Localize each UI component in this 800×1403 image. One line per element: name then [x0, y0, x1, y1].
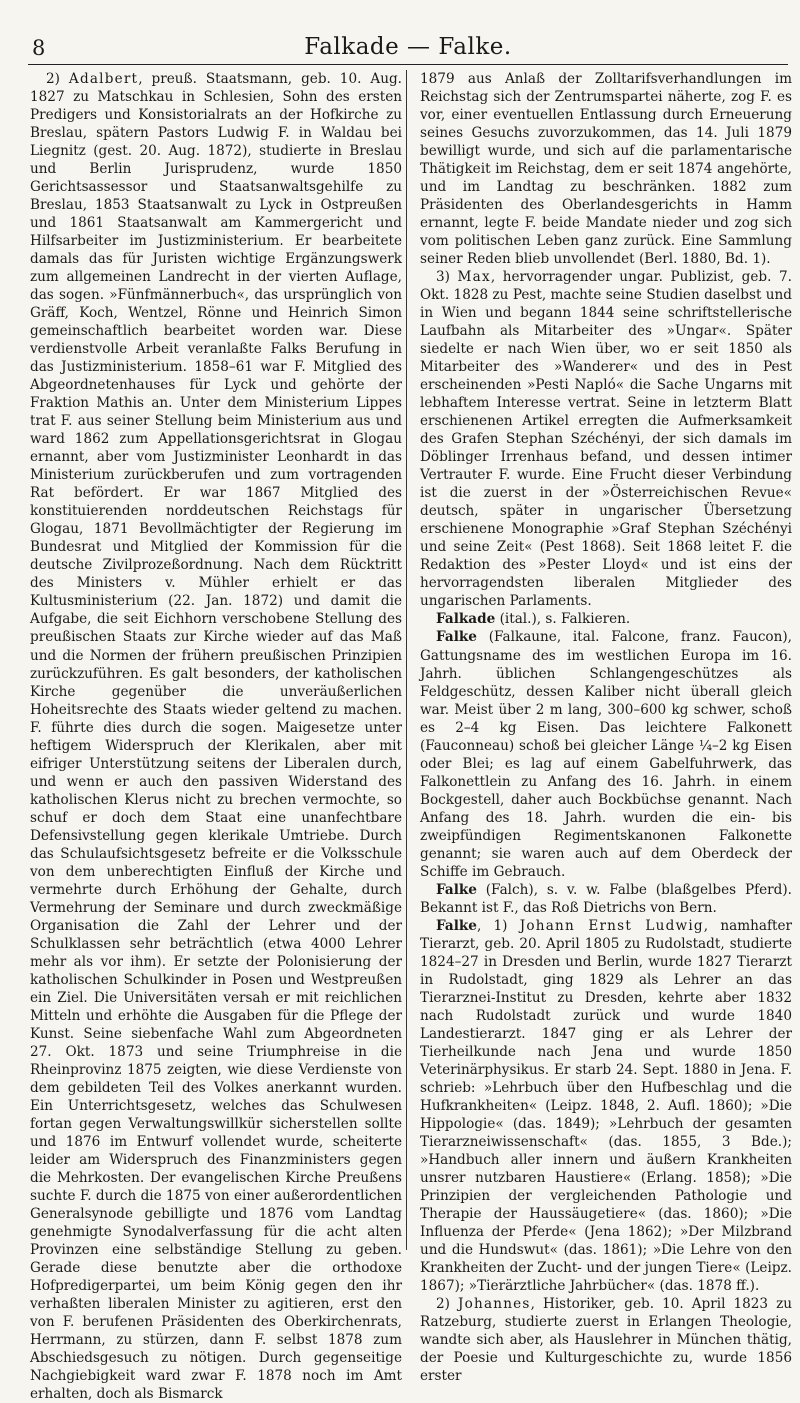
entry-text: (ital.), s. Falkieren.: [495, 611, 631, 628]
entry-text: , preuß. Staatsmann, geb. 10. Aug. 1827 zu Matschkau in Schlesien, Sohn des ersten Predigers und Konsistorialrats an der Hofkirche zu Breslau, spätern Pastors Ludwig F. in Waldau bei Liegnitz (gest. 20. Aug. 1872), studierte in Breslau und Berlin Jurisprudenz, wurde 1850 Gerichtsassessor und Staatsanwaltsgehilfe zu Breslau, 1853 Staatsanwalt zu Lyck in Ostpreußen und 1861 Staatsanwalt am Kammergericht und Hilfsarbeiter im Justizministerium. Er bearbeitete damals das für Juristen wichtige Ergänzungswerk zum allgemeinen Landrecht in der vierten Auflage, das sogen. »Fünfmännerbuch«, das ursprünglich von Gräff, Koch, Wentzel, Rönne und Heinrich Simon gemeinschaftlich bearbeitet worden war. Diese verdienstvolle Arbeit veranlaßte Falks Berufung in das Justizministerium. 1858–61 war F. Mitglied des Abgeordnetenhauses für Lyck und gehörte der Fraktion Mathis an. Unter dem Ministerium Lippes trat F. aus seiner Stellung beim Ministerium aus und ward 1862 zum Appellationsgerichtsrat in Glogau ernannt, aber vom Justizminister Leonhardt in das Ministerium zurückberufen und zum vortragenden Rat befördert. Er war 1867 Mitglied des konstituierenden norddeutschen Reichstags für Glogau, 1871 Bevollmächtigter der Regierung im Bundesrat und Mitglied der Kommission für die deutsche Zivilprozeßordnung. Nach dem Rücktritt des Ministers v. Mühler erhielt er das Kultusministerium (22. Jan. 1872) und damit die Aufgabe, die seit Eichhorn verschobene Stellung des preußischen Staats zur Kirche wieder auf das Maß und die Normen der frühern preußischen Prinzipien zurückzuführen. Es galt besonders, der katholischen Kirche gegenüber die unveräußerlichen Hoheitsrechte des Staats wieder geltend zu machen. F. führte dies durch die sogen. Maigesetze unter heftigem Widerspruch der Klerikalen, aber mit eifriger Unterstützung seitens der Liberalen durch, und wenn er auch den passiven Widerstand des katholischen Klerus nicht zu brechen vermochte, so schuf er doch dem Staat eine unanfechtbare Defensivstellung gegen klerikale Umtriebe. Durch das Schulaufsichtsgesetz befreite er die Volksschule von dem unberechtigten Einfluß der Kirche und vermehrte durch Erhöhung der Gehalte, durch Vermehrung der Seminare und durch zweckmäßige Organisation die Zahl der Lehrer und der Schulklassen sehr beträchtlich (etwa 4000 Lehrer mehr als vor ihm). Er setzte der Polonisierung der katholischen Schulkinder in Posen und Westpreußen ein Ziel. Die Universitäten versah er mit reichlichen Mitteln und erhöhte die Ausgaben für die Pflege der Kunst. Seine siebenfache Wahl zum Abgeordneten 27. Okt. 1873 und seine Triumphreise in die Rheinprovinz 1875 zeigten, wie diese Verdienste von dem gebildeten Teil des Volkes anerkannt wurden. Ein Unterrichtsgesetz, welches das Schulwesen fortan gegen Verwaltungswillkür sicherstellen sollte und 1876 im Entwurf vollendet wurde, scheiterte leider am Widerspruch des Finanzministers gegen die Mehrkosten. Der evangelischen Kirche Preußens suchte F. durch die 1875 von einer außerordentlichen Generalsynode gebilligte und 1876 vom Landtag genehmigte Synodalverfassung für die acht alten Provinzen eine selbständige Stellung zu geben. Gerade diese benutzte aber die orthodoxe Hofpredigerpartei, um beim König gegen den ihr verhaßten liberalen Minister zu agitieren, erst den von F. berufenen Präsidenten des Oberkirchenrats, Herrmann, zu stürzen, dann F. selbst 1878 zum Abschiedsgesuch zu nötigen. Durch gegenseitige Nachgiebigkeit ward zwar F. 1878 noch im Amt erhalten, doch als Bismarck: [30, 71, 402, 1403]
entry-number: 2): [46, 71, 69, 87]
entry-falke-johannes: [420, 1295, 792, 1385]
entry-headword: Falke: [436, 917, 477, 934]
entry-text: , Historiker, geb. 10. April 1823 zu Ratzeburg, studierte zuerst in Erlangen Theologie, wandte sich aber, als Hauslehrer in München thätig, der Poesie und Kulturgeschichte zu, wurde 1856 erster: [420, 1296, 792, 1385]
entry-text: (Falch), s. v. w. Falbe (blaßgelbes Pferd). Bekannt ist F., das Roß Dietrichs von Bern.: [420, 881, 792, 916]
page-header: [28, 30, 788, 65]
entry-text: (Falkaune, ital. Falcone, franz. Faucon), Gattungsname des im westlichen Europa im 16. Jahrh. üblichen Schlangengeschützes als Feldgeschütz, dessen Kaliber nicht überall gleich war. Meist über 2 m lang, 300–600 kg schwer, schoß es 2–4 kg Eisen. Das leichtere Falkonett (Fauconneau) schoß bei gleicher Länge ¼–2 kg Eisen oder Blei; es lag auf einem Gabelfuhrwerk, das Falkonettlein zu Anfang des 16. Jahrh. in einem Bockgestell, daher auch Bockbüchse genannt. Nach Anfang des 18. Jahrh. wurden die ein- bis zweipfündigen Regimentskanonen Falkonette genannt; sie waren auch auf dem Oberdeck der Schiffe im Gebrauch.: [420, 629, 792, 880]
entry-headword: Falke: [436, 881, 477, 898]
entry-text: , namhafter Tierarzt, geb. 20. April 1805 zu Rudolstadt, studierte 1824–27 in Dresden und Berlin, wurde 1827 Tierarzt in Rudolstadt, ging 1829 als Lehrer an das Tierarznei-Institut zu Dresden, kehrte aber 1832 nach Rudolstadt zurück und wurde 1840 Landestierarzt. 1847 ging er als Lehrer der Tierheilkunde nach Jena und wurde 1850 Veterinärphysikus. Er starb 24. Sept. 1880 in Jena. F. schrieb: »Lehrbuch über den Hufbeschlag und die Hufkrankheiten« (Leipz. 1848, 2. Aufl. 1860); »Die Hippologie« (das. 1849); »Lehrbuch der gesamten Tierarzneiwissenschaft« (das. 1855, 3 Bde.); »Handbuch aller innern und äußern Krankheiten unsrer nutzbaren Haustiere« (Erlang. 1858); »Die Prinzipien der vergleichenden Pathologie und Therapie der Haussäugetiere« (das. 1860); »Die Influenza der Pferde« (Jena 1862); »Der Milzbrand und die Hundswut« (das. 1861); »Die Lehre von den Krankheiten der Zucht- und der jungen Tiere« (Leipz. 1867); »Tierärztliche Jahrbücher« (das. 1878 ff.).: [420, 917, 793, 1295]
entry-number: , 1): [476, 917, 520, 934]
entry-name: Max: [457, 269, 491, 286]
entry-name: Johannes: [457, 1296, 531, 1313]
entry-falk-adalbert-continued: 1879 aus Anlaß der Zolltarifsverhandlungen im Reichstag sich der Zentrumspartei näherte, zog F. es vor, einer eventuellen Entlassung durch Erneuerung seines Gesuchs zuvorzukommen, das 14. Juli 1879 bewilligt wurde, und sich auf die parlamentarische Thätigkeit im Reichstag, dem er seit 1874 angehörte, und im Landtag zu beschränken. 1882 zum Präsidenten des Oberlandesgerichts in Hamm ernannt, legte F. beide Mandate nieder und zog sich vom politischen Leben ganz zurück. Eine Sammlung seiner Reden blieb unvollendet (Berl. 1880, Bd. 1).: [420, 71, 792, 268]
entry-headword: Falke: [436, 629, 477, 646]
column-divider: [406, 70, 407, 1250]
entry-number: 2): [436, 1296, 458, 1313]
entry-text: , hervorragender ungar. Publizist, geb. 7. Okt. 1828 zu Pest, machte seine Studien daselbst und in Wien und begann 1844 seine schriftstellerische Laufbahn als Mitarbeiter des »Ungar«. Später siedelte er nach Wien über, wo er seit 1850 als Mitarbeiter des »Wanderer« und des in Pest erscheinenden »Pesti Napló« die Sache Ungarns mit lebhaftem Interesse vertrat. Seine in letzterm Blatt erschienenen Artikel erregten die Aufmerksamkeit des Grafen Stephan Széchényi, der sich damals im Döblinger Irrenhaus befand, und dessen intimer Vertrauter F. wurde. Eine Frucht dieser Verbindung ist die zuerst in der »Österreichischen Revue« deutsch, später in ungarischer Übersetzung erschienene Monographie »Graf Stephan Széchényi und seine Zeit« (Pest 1868). Seit 1868 leitet F. die Redaktion des »Pester Lloyd« und ist eins der hervorragendsten liberalen Mitglieder des ungarischen Parlaments.: [420, 269, 792, 610]
entry-name: Adalbert: [68, 71, 139, 87]
entry-falke-johann: [420, 917, 792, 1295]
entry-name: Johann Ernst Ludwig: [519, 917, 704, 934]
right-column: [420, 70, 792, 1385]
left-column: [30, 70, 402, 1403]
entry-headword: Falkade: [436, 611, 496, 628]
entry-falk-max: [420, 268, 792, 610]
running-title: Falkade — Falke.: [304, 34, 512, 60]
entry-number: 3): [436, 269, 458, 286]
entry-falk-adalbert: [30, 70, 402, 1403]
entry-falke-geschuetz: [420, 628, 792, 880]
page-number: 8: [32, 36, 46, 60]
entry-falkade: [420, 610, 792, 628]
entry-falke-pferd: [420, 881, 792, 917]
